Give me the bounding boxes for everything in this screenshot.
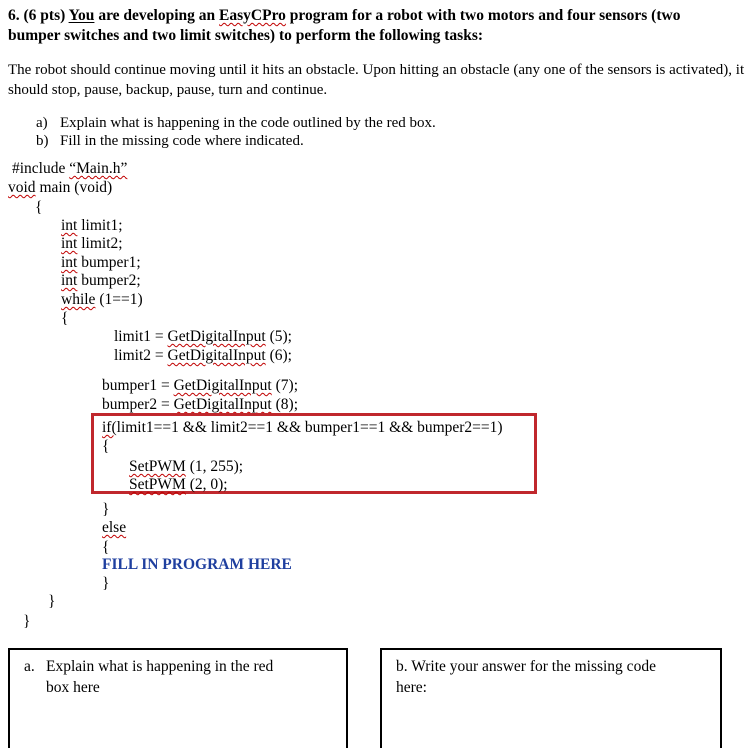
set-pwm: SetPWM: [129, 458, 186, 475]
code-close-if: }: [102, 501, 110, 518]
code-limit2-assign: [114, 346, 292, 365]
code-decl-bumper2: [61, 271, 141, 290]
get-digital-input: GetDigitalInput: [167, 328, 266, 345]
arg8: (8);: [271, 396, 299, 413]
code-decl-limit2: [61, 234, 123, 253]
decl-limit1: limit1;: [77, 217, 123, 234]
task-a-label: a): [36, 115, 48, 131]
int-keyword: int: [61, 272, 78, 289]
answer-box-b[interactable]: [380, 648, 722, 748]
set-pwm: SetPWM: [129, 476, 186, 493]
task-a: [36, 114, 436, 133]
code-setpwm-1: [129, 457, 243, 476]
while-condition: (1==1): [95, 291, 143, 308]
answer-box-a-label: a.: [24, 658, 35, 675]
if-condition: limit1==1 && limit2==1 && bumper1==1 && bumper2==1): [116, 419, 503, 436]
if-keyword: if(: [102, 419, 117, 436]
code-open-if: {: [102, 438, 110, 455]
fill-in-program-here: FILL IN PROGRAM HERE: [102, 556, 292, 573]
answer-box-a-text1: Explain what is happening in the red: [46, 658, 274, 675]
answer-box-b-line2: here:: [396, 679, 427, 696]
while-keyword: while: [61, 291, 96, 308]
code-include: [12, 159, 127, 178]
include-keyword: #include: [12, 160, 70, 177]
code-decl-limit1: [61, 216, 123, 235]
question-number: 6. (6 pts): [8, 7, 66, 24]
code-main-signature: [8, 178, 112, 197]
pwm2-args: (2, 0);: [185, 476, 228, 493]
limit1-lhs: limit1 =: [114, 328, 168, 345]
else-keyword: else: [102, 519, 127, 536]
code-bumper1-assign: [102, 376, 298, 395]
code-close-else: }: [102, 575, 110, 592]
task-b-text: Fill in the missing code where indicated.: [60, 133, 304, 149]
void-keyword: void: [8, 179, 36, 196]
bumper2-lhs: bumper2 =: [102, 396, 174, 413]
task-paragraph: The robot should continue moving until it hits an obstacle. Upon hitting an obstacle (any one of the sensors is activated), it should stop, pause, backup, pause, turn and continue.: [8, 62, 745, 98]
question-line2: bumper switches and two limit switches) to perform the following tasks:: [8, 27, 484, 44]
code-close-main: }: [23, 613, 31, 630]
int-keyword: int: [61, 254, 78, 271]
code-open-main: {: [35, 199, 43, 216]
answer-box-a-line1: [24, 656, 336, 677]
code-else: [102, 518, 126, 537]
code-setpwm-2: [129, 475, 228, 494]
include-file: “Main.h”: [69, 160, 128, 177]
code-limit1-assign: [114, 327, 292, 346]
code-while: [61, 290, 143, 309]
code-decl-bumper1: [61, 253, 141, 272]
arg5: (5);: [265, 328, 292, 345]
question-text-a: are developing an: [94, 7, 220, 24]
answer-box-a[interactable]: [8, 648, 348, 748]
pwm1-args: (1, 255);: [185, 458, 244, 475]
word-you: You: [68, 7, 95, 24]
task-b: [36, 132, 304, 151]
task-a-text: Explain what is happening in the code outlined by the red box.: [60, 115, 436, 131]
code-open-else: {: [102, 539, 110, 556]
bumper1-lhs: bumper1 =: [102, 377, 174, 394]
answer-box-a-line2: [24, 677, 336, 698]
code-close-while: }: [48, 593, 56, 610]
question-title: [8, 6, 748, 46]
get-digital-input: GetDigitalInput: [173, 377, 272, 394]
answer-box-b-line1: b. Write your answer for the missing code: [396, 658, 656, 675]
get-digital-input: GetDigitalInput: [167, 347, 266, 364]
arg7: (7);: [271, 377, 299, 394]
arg6: (6);: [265, 347, 292, 364]
decl-limit2: limit2;: [77, 235, 123, 252]
question-text-b: program for a robot with two motors and four sensors (two: [285, 7, 681, 24]
decl-bumper1: bumper1;: [77, 254, 141, 271]
main-signature: main (void): [35, 179, 113, 196]
limit2-lhs: limit2 =: [114, 347, 168, 364]
code-bumper2-assign: [102, 395, 298, 414]
get-digital-input: GetDigitalInput: [173, 396, 272, 413]
decl-bumper2: bumper2;: [77, 272, 141, 289]
brand-easycpro: EasyCPro: [219, 7, 286, 24]
code-open-while: {: [61, 310, 69, 327]
code-if: [102, 418, 503, 437]
task-b-label: b): [36, 133, 49, 149]
answer-box-a-text2: box here: [46, 679, 100, 696]
int-keyword: int: [61, 235, 78, 252]
int-keyword: int: [61, 217, 78, 234]
